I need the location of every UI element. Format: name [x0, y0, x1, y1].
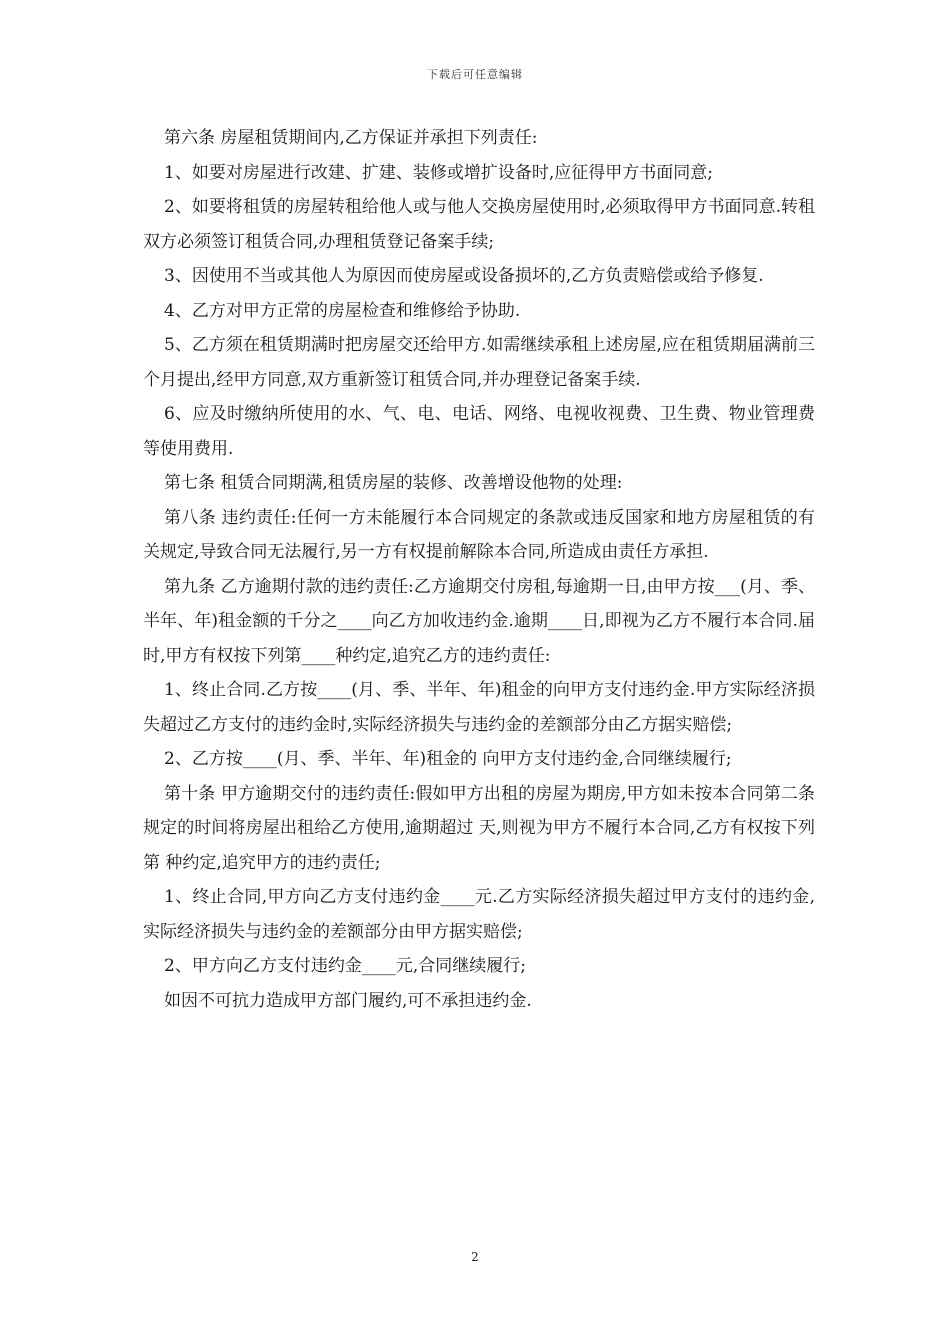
clause-10: 第十条 甲方逾期交付的违约责任:假如甲方出租的房屋为期房,甲方如未按本合同第二条规定的时间将房屋出租给乙方使用,逾期超过 天,则视为甲方不履行本合同,乙方有权按下列第 种约定,追究甲方的违约责任; — [143, 783, 815, 873]
header-note: 下载后可任意编辑 — [427, 68, 523, 81]
document-body — [143, 121, 815, 1018]
clause-6-item-5: 5、乙方须在租赁期满时把房屋交还给甲方.如需继续承租上述房屋,应在租赁期届满前三个月提出,经甲方同意,双方重新签订租赁合同,并办理登记备案手续. — [143, 335, 815, 390]
page-number: 2 — [471, 1250, 479, 1264]
clause-7: 第七条 租赁合同期满,租赁房屋的装修、改善增设他物的处理: — [164, 473, 623, 493]
clause-6-item-1: 1、如要对房屋进行改建、扩建、装修或增扩设备时,应征得甲方书面同意; — [164, 162, 713, 183]
clause-6-item-4: 4、乙方对甲方正常的房屋检查和维修给予协助. — [164, 300, 521, 321]
clause-9-item-2: 2、乙方按____(月、季、半年、年)租金的 向甲方支付违约金,合同继续履行; — [164, 749, 732, 769]
clause-9: 第九条 乙方逾期付款的违约责任:乙方逾期交付房租,每逾期一日,由甲方按___(月、季、半年、年)租金额的千分之____向乙方加收违约金.逾期____日,即视为乙方不履行本合同.届时,甲方有权按下列第____种约定,追究乙方的违约责任: — [143, 576, 815, 666]
force-majeure-note: 如因不可抗力造成甲方部门履约,可不承担违约金. — [164, 990, 532, 1011]
clause-10-item-1: 1、终止合同,甲方向乙方支付违约金____元.乙方实际经济损失超过甲方支付的违约金,实际经济损失与违约金的差额部分由甲方据实赔偿; — [143, 887, 815, 942]
clause-6-heading: 第六条 房屋租赁期间内,乙方保证并承担下列责任: — [164, 128, 538, 148]
clause-9-item-1: 1、终止合同.乙方按____(月、季、半年、年)租金的向甲方支付违约金.甲方实际经济损失超过乙方支付的违约金时,实际经济损失与违约金的差额部分由乙方据实赔偿; — [143, 680, 815, 735]
clause-6-item-3: 3、因使用不当或其他人为原因而使房屋或设备损坏的,乙方负责赔偿或给予修复. — [164, 266, 764, 286]
clause-6-item-6: 6、应及时缴纳所使用的水、气、电、电话、网络、电视收视费、卫生费、物业管理费等使用费用. — [143, 404, 815, 459]
clause-10-item-2: 2、甲方向乙方支付违约金____元,合同继续履行; — [164, 956, 526, 976]
clause-8: 第八条 违约责任:任何一方未能履行本合同规定的条款或违反国家和地方房屋租赁的有关规定,导致合同无法履行,另一方有权提前解除本合同,所造成由责任方承担. — [143, 507, 815, 562]
clause-6-item-2: 2、如要将租赁的房屋转租给他人或与他人交换房屋使用时,必须取得甲方书面同意.转租双方必须签订租赁合同,办理租赁登记备案手续; — [143, 197, 815, 252]
